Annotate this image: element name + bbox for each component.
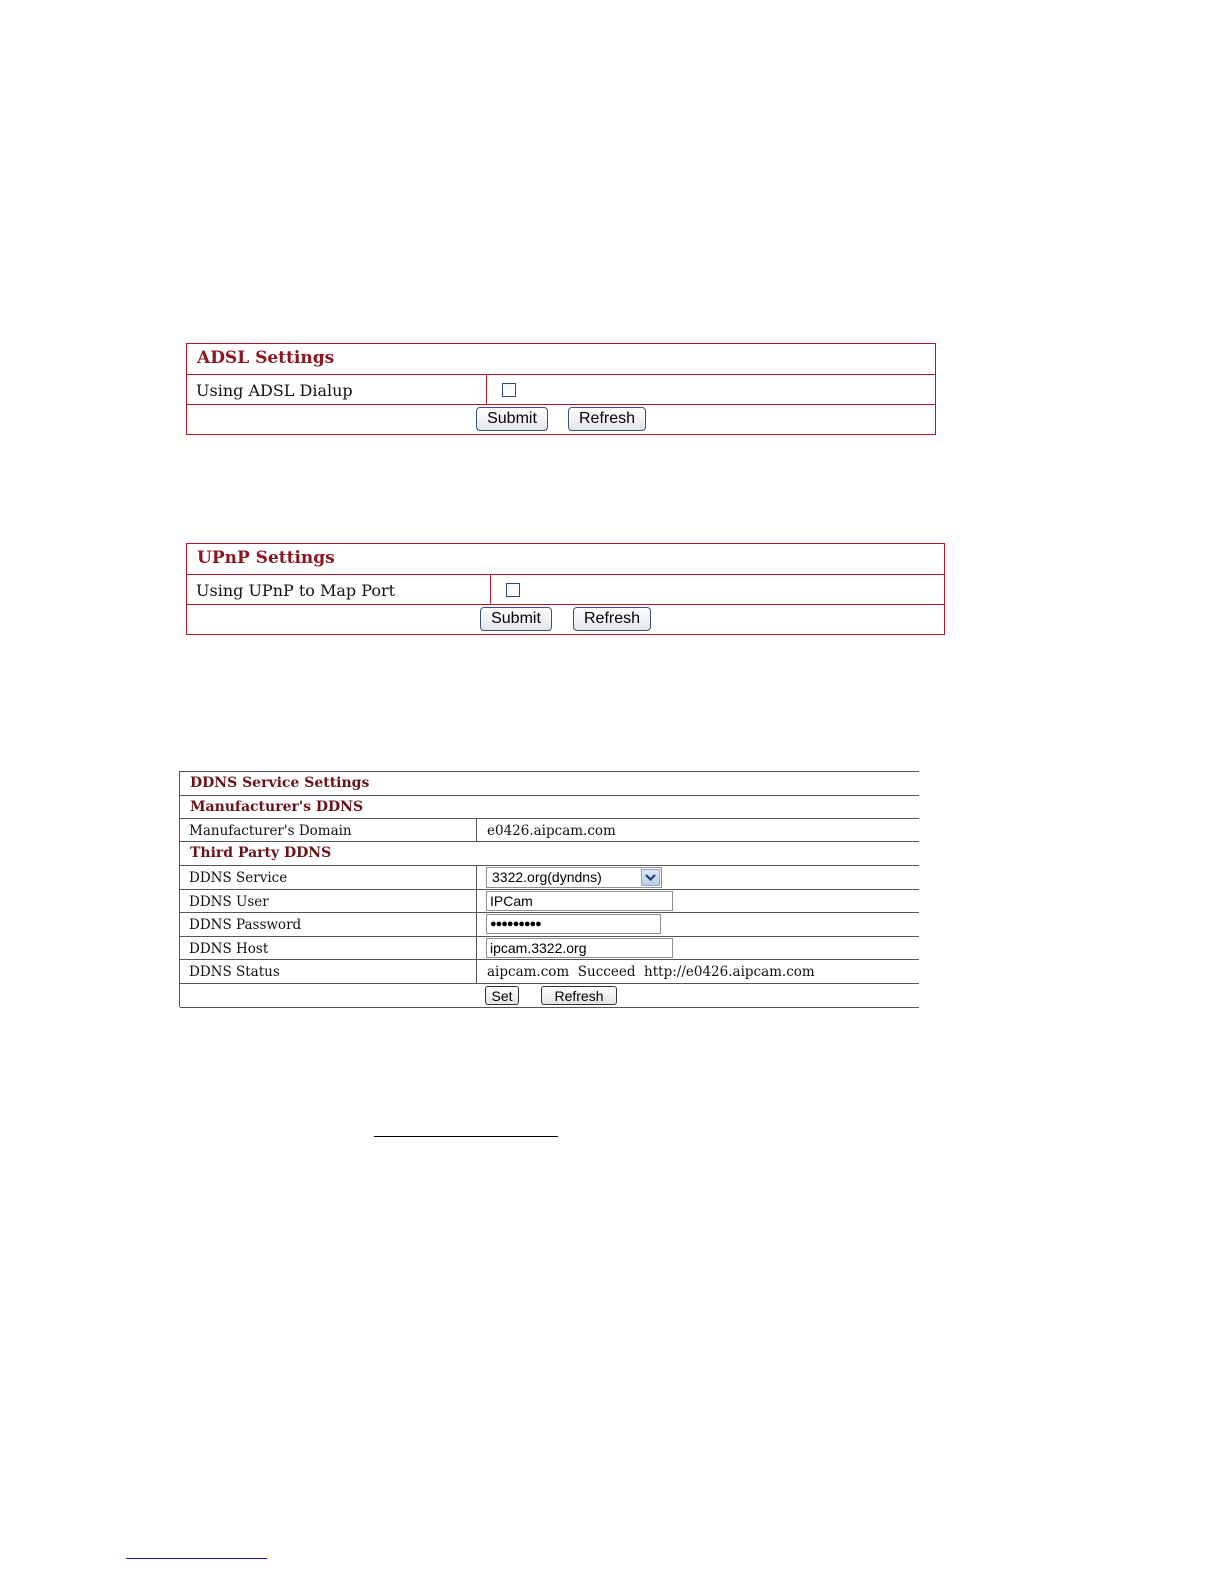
upnp-settings-panel — [186, 543, 945, 635]
ddns-title: DDNS Service Settings — [190, 775, 370, 791]
adsl-title-row — [187, 344, 935, 375]
manufacturer-ddns-header-row — [180, 796, 919, 819]
ddns-password-row — [180, 913, 919, 937]
separator-line — [374, 1136, 558, 1137]
ddns-service-label: DDNS Service — [189, 870, 288, 886]
ddns-service-row — [180, 866, 919, 890]
third-party-ddns-header: Third Party DDNS — [190, 845, 332, 861]
adsl-settings-panel — [186, 343, 936, 435]
ddns-host-row — [180, 937, 919, 960]
ddns-set-button[interactable]: Set — [485, 986, 519, 1005]
ddns-title-row — [180, 772, 919, 796]
adsl-dialup-checkbox[interactable] — [502, 383, 516, 397]
adsl-refresh-button[interactable]: Refresh — [568, 407, 646, 431]
ddns-service-select[interactable] — [486, 867, 662, 888]
manufacturer-domain-label: Manufacturer's Domain — [189, 823, 352, 839]
upnp-map-port-label: Using UPnP to Map Port — [196, 581, 396, 600]
manufacturer-ddns-header: Manufacturer's DDNS — [190, 799, 364, 815]
upnp-title: UPnP Settings — [197, 548, 335, 568]
manufacturer-domain-row — [180, 819, 919, 842]
adsl-submit-button[interactable]: Submit — [476, 407, 548, 431]
ddns-password-label: DDNS Password — [189, 917, 302, 933]
ddns-buttons-row — [180, 984, 919, 1008]
upnp-map-port-row — [187, 575, 944, 605]
manufacturer-domain-value: e0426.aipcam.com — [487, 823, 616, 839]
ddns-status-value: aipcam.com Succeed http://e0426.aipcam.com — [487, 964, 815, 980]
upnp-map-port-checkbox[interactable] — [506, 583, 520, 597]
ddns-settings-table — [179, 771, 919, 1007]
ddns-user-input[interactable]: IPCam — [486, 891, 673, 911]
ddns-host-input[interactable]: ipcam.3322.org — [486, 938, 673, 958]
upnp-title-row — [187, 544, 944, 575]
ddns-user-row — [180, 890, 919, 913]
upnp-refresh-button[interactable]: Refresh — [573, 607, 651, 631]
adsl-dialup-label: Using ADSL Dialup — [196, 381, 353, 400]
ddns-status-label: DDNS Status — [189, 964, 280, 980]
ddns-service-selected-value: 3322.org(dyndns) — [492, 869, 602, 885]
ddns-refresh-button[interactable]: Refresh — [541, 986, 617, 1005]
upnp-buttons-row — [187, 605, 944, 634]
ddns-user-label: DDNS User — [189, 894, 269, 910]
ddns-host-label: DDNS Host — [189, 941, 269, 957]
ddns-status-row — [180, 960, 919, 984]
adsl-dialup-row — [187, 375, 935, 405]
chevron-down-icon[interactable] — [641, 869, 660, 886]
adsl-title: ADSL Settings — [197, 348, 335, 368]
third-party-ddns-header-row — [180, 842, 919, 866]
adsl-buttons-row — [187, 405, 935, 434]
footnote-line — [126, 1558, 267, 1559]
ddns-password-input[interactable]: ●●●●●●●●● — [486, 914, 661, 934]
upnp-submit-button[interactable]: Submit — [480, 607, 552, 631]
